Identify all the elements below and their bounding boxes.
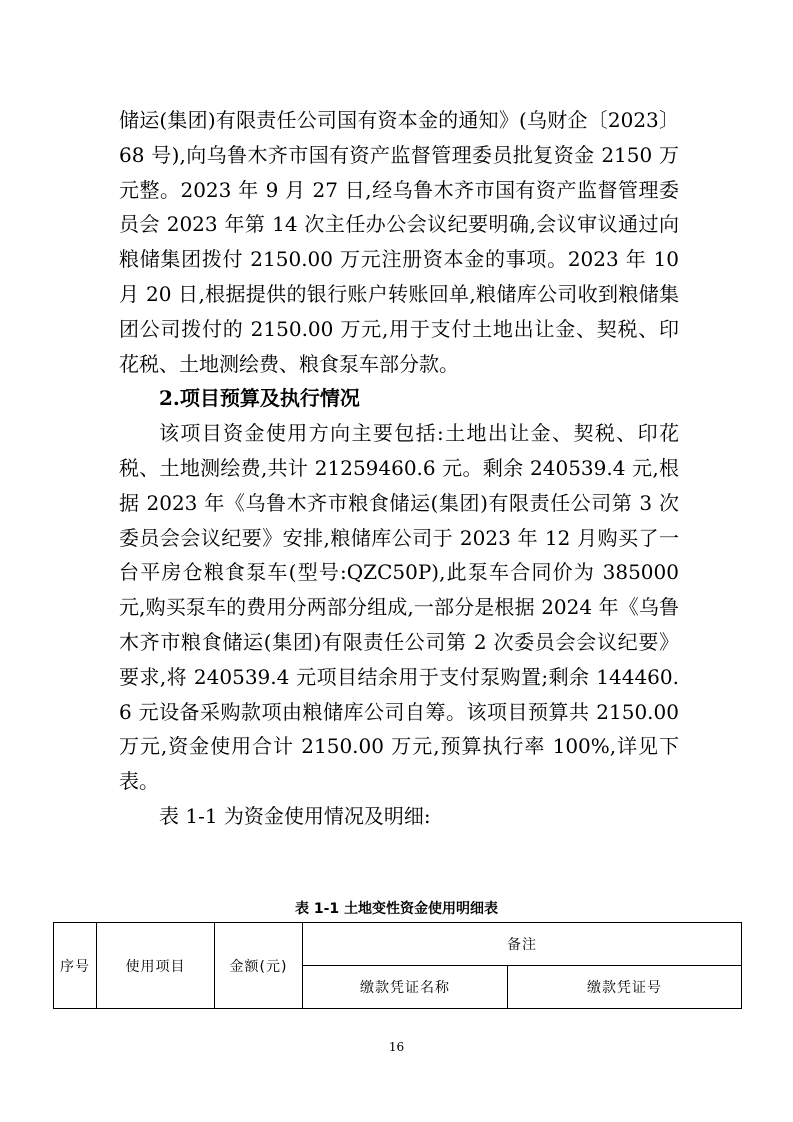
header-amount: 金额(元) [215, 923, 303, 1009]
fund-usage-table [53, 922, 742, 1009]
table-header-row-1 [54, 923, 742, 966]
page-number: 16 [388, 1040, 405, 1054]
section-heading: 2.项目预算及执行情况 [159, 386, 360, 411]
header-item: 使用项目 [97, 923, 215, 1009]
body-paragraph-1: 储运(集团)有限责任公司国有资本金的通知》(乌财企〔2023〕68 号),向乌鲁木齐市国有资产监督管理委员批复资金 2150 万元整。2023 年 9 月 27 日,经乌鲁木齐市国有资产监督管理委员会 2023 年第 14 次主任办公会议纪要明确,会议审议通过向粮储集团拨付 2150.00 万元注册资本金的事项。2023 年 10 月 20 日,根据提供的银行账户转账回单,粮储库公司收到粮储集团公司拨付的 2150.00 万元,用于支付土地出让金、契税、印花税、土地测绘费、粮食泵车部分款。 [119, 108, 679, 376]
body-paragraph-2: 该项目资金使用方向主要包括:土地出让金、契税、印花税、土地测绘费,共计 21259460.6 元。剩余 240539.4 元,根据 2023 年《乌鲁木齐市粮食储运(集团)有限责任公司第 3 次委员会会议纪要》安排,粮储库公司于 2023 年 12 月购买了一台平房仓粮食泵车(型号:QZC50P),此泵车合同价为 385000 元,购买泵车的费用分两部分组成,一部分是根据 2024 年《乌鲁木齐市粮食储运(集团)有限责任公司第 2 次委员会会议纪要》要求,将 240539.4 元项目结余用于支付泵购置;剩余 144460.6 元设备采购款项由粮储库公司自筹。该项目预算共 2150.00 万元,资金使用合计 2150.00 万元,预算执行率 100%,详见下表。 [119, 421, 679, 794]
header-seq: 序号 [54, 923, 97, 1009]
table-title: 表 1-1 土地变性资金使用明细表 [294, 901, 499, 917]
header-voucher-name: 缴款凭证名称 [303, 966, 508, 1009]
header-remarks: 备注 [303, 923, 742, 966]
header-voucher-no: 缴款凭证号 [508, 966, 742, 1009]
body-paragraph-3: 表 1-1 为资金使用情况及明细: [159, 803, 431, 828]
document-body [119, 103, 679, 834]
